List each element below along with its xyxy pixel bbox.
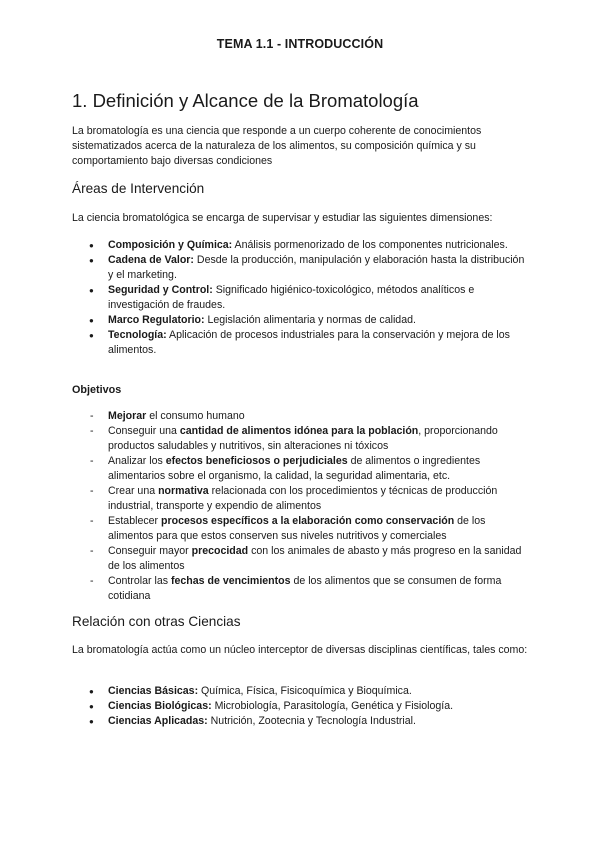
list-item-text: de alimentos o ingredientes alimentarios sobre el organismo, la calidad, la seguridad alimentaria, etc. <box>108 455 481 482</box>
list-item <box>72 484 532 514</box>
list-item <box>72 699 532 714</box>
list-item-text: con los animales de abasto y más progreso en la sanidad de los alimentos <box>108 545 522 572</box>
list-item-term: Cadena de Valor: <box>108 254 194 266</box>
list-item-term: Ciencias Básicas: <box>108 685 199 697</box>
list-item-text: Establecer <box>108 515 161 527</box>
definition-paragraph: La bromatología es una ciencia que responde a un cuerpo coherente de conocimientos sistematizados acerca de la naturaleza de los alimentos, su composición química y su comportamiento bajo diversas condiciones <box>72 125 482 167</box>
list-item-desc: Análisis pormenorizado de los componentes nutricionales. <box>232 239 508 251</box>
list-item <box>72 714 532 729</box>
list-item-bold: Mejorar <box>108 410 147 422</box>
list-item-bold: precocidad <box>191 545 249 557</box>
list-item <box>72 454 532 484</box>
list-item-term: Seguridad y Control: <box>108 284 213 296</box>
list-item-desc: Nutrición, Zootecnia y Tecnología Industrial. <box>207 715 416 727</box>
list-item-desc: Legislación alimentaria y normas de calidad. <box>204 314 416 326</box>
areas-list <box>72 238 532 358</box>
list-item-text: Analizar los <box>108 455 166 467</box>
list-item-bold: cantidad de alimentos idónea para la población <box>179 425 419 437</box>
objetivos-list <box>72 409 532 604</box>
list-item-term: Marco Regulatorio: <box>108 314 205 326</box>
list-item-desc: Desde la producción, manipulación y elaboración hasta la distribución y el marketing. <box>108 254 525 281</box>
list-item-term: Composición y Química: <box>108 239 233 251</box>
relacion-intro: La bromatología actúa como un núcleo interceptor de diversas disciplinas científicas, tales como: <box>72 644 528 656</box>
list-item <box>72 544 532 574</box>
list-item <box>72 313 532 328</box>
list-item-text: Conseguir una <box>108 425 180 437</box>
list-item-term: Ciencias Biológicas: <box>108 700 212 712</box>
list-item-desc: Significado higiénico-toxicológico, métodos analíticos e investigación de fraudes. <box>108 284 475 311</box>
list-item <box>72 328 532 358</box>
list-item-bold: efectos beneficiosos o perjudiciales <box>165 455 348 467</box>
list-item-bold: procesos específicos a la elaboración como conservación <box>161 515 455 527</box>
document-title: TEMA 1.1 - INTRODUCCIÓN <box>216 37 384 51</box>
list-item-text: relacionada con los procedimientos y técnicas de producción industrial, transporte y expendio de alimentos <box>108 485 498 512</box>
list-item-text: Controlar las <box>108 575 171 587</box>
areas-heading: Áreas de Intervención <box>72 181 205 196</box>
list-item-term: Ciencias Aplicadas: <box>108 715 208 727</box>
list-item-bold: normativa <box>158 485 209 497</box>
list-item-desc: Química, Física, Fisicoquímica y Bioquímica. <box>198 685 412 697</box>
list-item <box>72 424 532 454</box>
list-item <box>72 514 532 544</box>
list-item-text: de los alimentos para que estos conserven sus niveles nutritivos y comerciales <box>108 515 486 542</box>
list-item-text: , proporcionando productos saludables y nutritivos, sin alteraciones ni tóxicos <box>108 425 498 452</box>
list-item <box>72 684 532 699</box>
list-item <box>72 253 532 283</box>
list-item <box>72 409 532 424</box>
list-item-text: Crear una <box>108 485 159 497</box>
list-item-text: de los alimentos que se consumen de forma cotidiana <box>108 575 502 602</box>
section-heading-definicion: 1. Definición y Alcance de la Bromatología <box>72 90 419 111</box>
list-item-bold: fechas de vencimientos <box>171 575 291 587</box>
relacion-heading: Relación con otras Ciencias <box>72 614 241 629</box>
list-item-desc: Aplicación de procesos industriales para la conservación y mejora de los alimentos. <box>108 329 510 356</box>
list-item-term: Tecnología: <box>108 329 167 341</box>
list-item-text: el consumo humano <box>146 410 245 422</box>
list-item <box>72 283 532 313</box>
relacion-list <box>72 684 532 729</box>
list-item <box>72 574 532 604</box>
list-item <box>72 238 532 253</box>
list-item-text: Conseguir mayor <box>108 545 192 557</box>
list-item-desc: Microbiología, Parasitología, Genética y Fisiología. <box>211 700 454 712</box>
objetivos-heading: Objetivos <box>72 384 122 396</box>
areas-intro: La ciencia bromatológica se encarga de supervisar y estudiar las siguientes dimensiones: <box>72 212 493 224</box>
